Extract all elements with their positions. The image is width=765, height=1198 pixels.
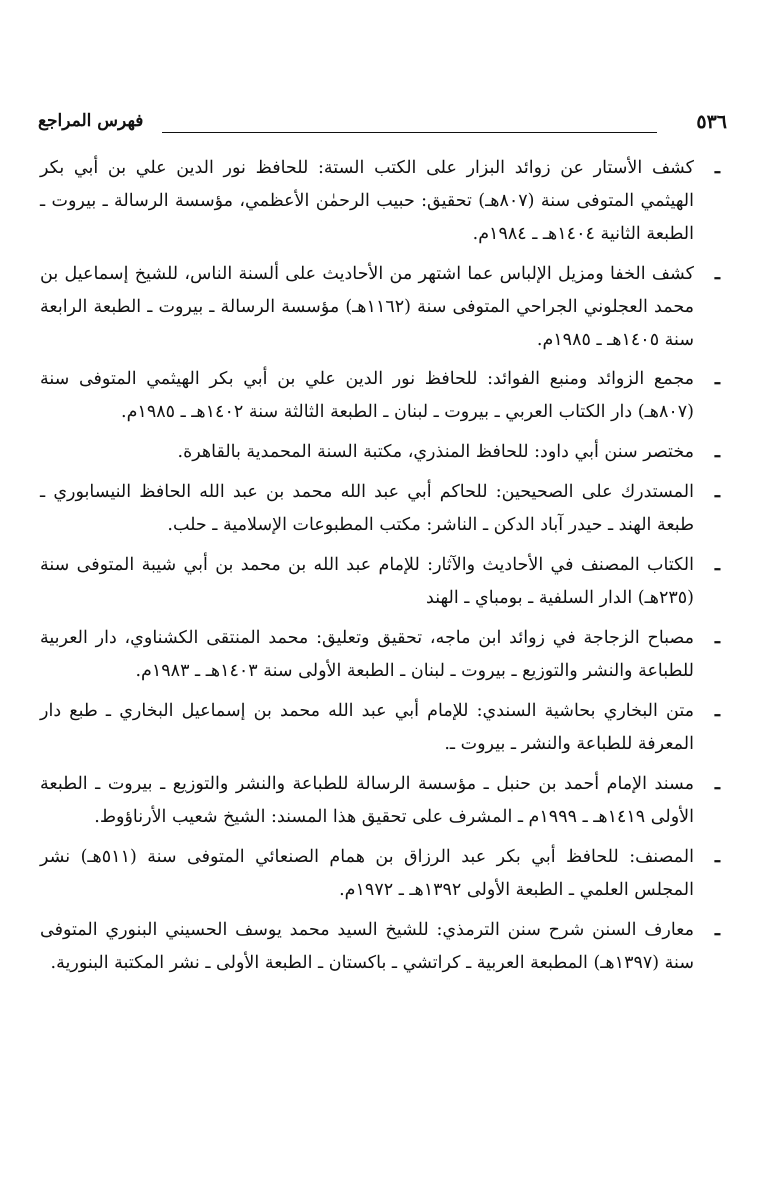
list-bullet: ـ — [714, 264, 720, 284]
list-item — [40, 476, 720, 542]
list-item — [40, 914, 720, 980]
entry-text: كشف الأستار عن زوائد البزار على الكتب الستة: للحافظ نور الدين علي بن أبي بكر الهيثمي المتوفى سنة (٨٠٧هـ) تحقيق: حبيب الرحمٰن الأعظمي، مؤسسة الرسالة ـ بيروت ـ الطبعة الثانية ١٤٠٤هـ ـ ١٩٨٤م. — [40, 158, 695, 244]
running-header — [38, 111, 727, 139]
entry-text: مختصر سنن أبي داود: للحافظ المنذري، مكتبة السنة المحمدية بالقاهرة. — [177, 442, 694, 462]
list-bullet: ـ — [714, 847, 720, 867]
list-item — [40, 695, 720, 761]
list-item — [40, 768, 720, 834]
list-item — [40, 363, 720, 429]
entry-text: الكتاب المصنف في الأحاديث والآثار: للإمام عبد الله بن محمد بن أبي شيبة المتوفى سنة (٢٣٥هـ) الدار السلفية ـ بومباي ـ الهند — [40, 555, 694, 608]
entry-text: المستدرك على الصحيحين: للحاكم أبي عبد الله محمد بن عبد الله الحافظ النيسابوري ـ طبعة الهند ـ حيدر آباد الدكن ـ الناشر: مكتب المطبوعات الإسلامية ـ حلب. — [40, 482, 694, 535]
list-bullet: ـ — [714, 920, 720, 940]
list-item — [40, 549, 720, 615]
entry-text: المصنف: للحافظ أبي بكر عبد الرزاق بن همام الصنعائي المتوفى سنة (٥١١هـ) نشر المجلس العلمي ـ الطبعة الأولى ١٣٩٢هـ ـ ١٩٧٢م. — [40, 847, 694, 900]
page-number: ٥٣٦ — [696, 111, 727, 133]
list-bullet: ـ — [714, 158, 720, 178]
list-bullet: ـ — [714, 628, 720, 648]
entry-text: مصباح الزجاجة في زوائد ابن ماجه، تحقيق وتعليق: محمد المنتقى الكشناوي، دار العربية للطباعة والنشر والتوزيع ـ بيروت ـ لبنان ـ الطبعة الأولى سنة ١٤٠٣هـ ـ ١٩٨٣م. — [40, 628, 694, 681]
list-bullet: ـ — [714, 774, 720, 794]
entry-text: متن البخاري بحاشية السندي: للإمام أبي عبد الله محمد بن إسماعيل البخاري ـ طبع دار المعرفة للطباعة والنشر ـ بيروت ـ. — [40, 701, 694, 754]
list-item — [40, 436, 720, 469]
list-bullet: ـ — [714, 442, 720, 462]
page-title: فهرس المراجع — [38, 111, 144, 131]
references-list — [40, 152, 720, 987]
list-item — [40, 258, 720, 357]
entry-text: مجمع الزوائد ومنبع الفوائد: للحافظ نور الدين علي بن أبي بكر الهيثمي المتوفى سنة (٨٠٧هـ) دار الكتاب العربي ـ بيروت ـ لبنان ـ الطبعة الثالثة سنة ١٤٠٢هـ ـ ١٩٨٥م. — [40, 369, 694, 422]
entry-text: مسند الإمام أحمد بن حنبل ـ مؤسسة الرسالة للطباعة والنشر والتوزيع ـ بيروت ـ الطبعة الأولى ١٤١٩هـ ـ ١٩٩٩م ـ المشرف على تحقيق هذا المسند: الشيخ شعيب الأرناؤوط. — [40, 774, 694, 827]
list-bullet: ـ — [714, 701, 720, 721]
entry-text: كشف الخفا ومزيل الإلباس عما اشتهر من الأحاديث على ألسنة الناس، للشيخ إسماعيل بن محمد العجلوني الجراحي المتوفى سنة (١١٦٢هـ) مؤسسة الرسالة ـ بيروت ـ الطبعة الرابعة سنة ١٤٠٥هـ ـ ١٩٨٥م. — [40, 264, 694, 350]
list-bullet: ـ — [714, 482, 720, 502]
list-bullet: ـ — [714, 555, 720, 575]
list-item — [40, 622, 720, 688]
list-bullet: ـ — [714, 369, 720, 389]
header-rule — [162, 132, 657, 133]
entry-text: معارف السنن شرح سنن الترمذي: للشيخ السيد محمد يوسف الحسيني البنوري المتوفى سنة (١٣٩٧هـ) المطبعة العربية ـ كراتشي ـ باكستان ـ الطبعة الأولى ـ نشر المكتبة البنورية. — [40, 920, 694, 973]
list-item — [40, 841, 720, 907]
list-item — [40, 152, 720, 251]
